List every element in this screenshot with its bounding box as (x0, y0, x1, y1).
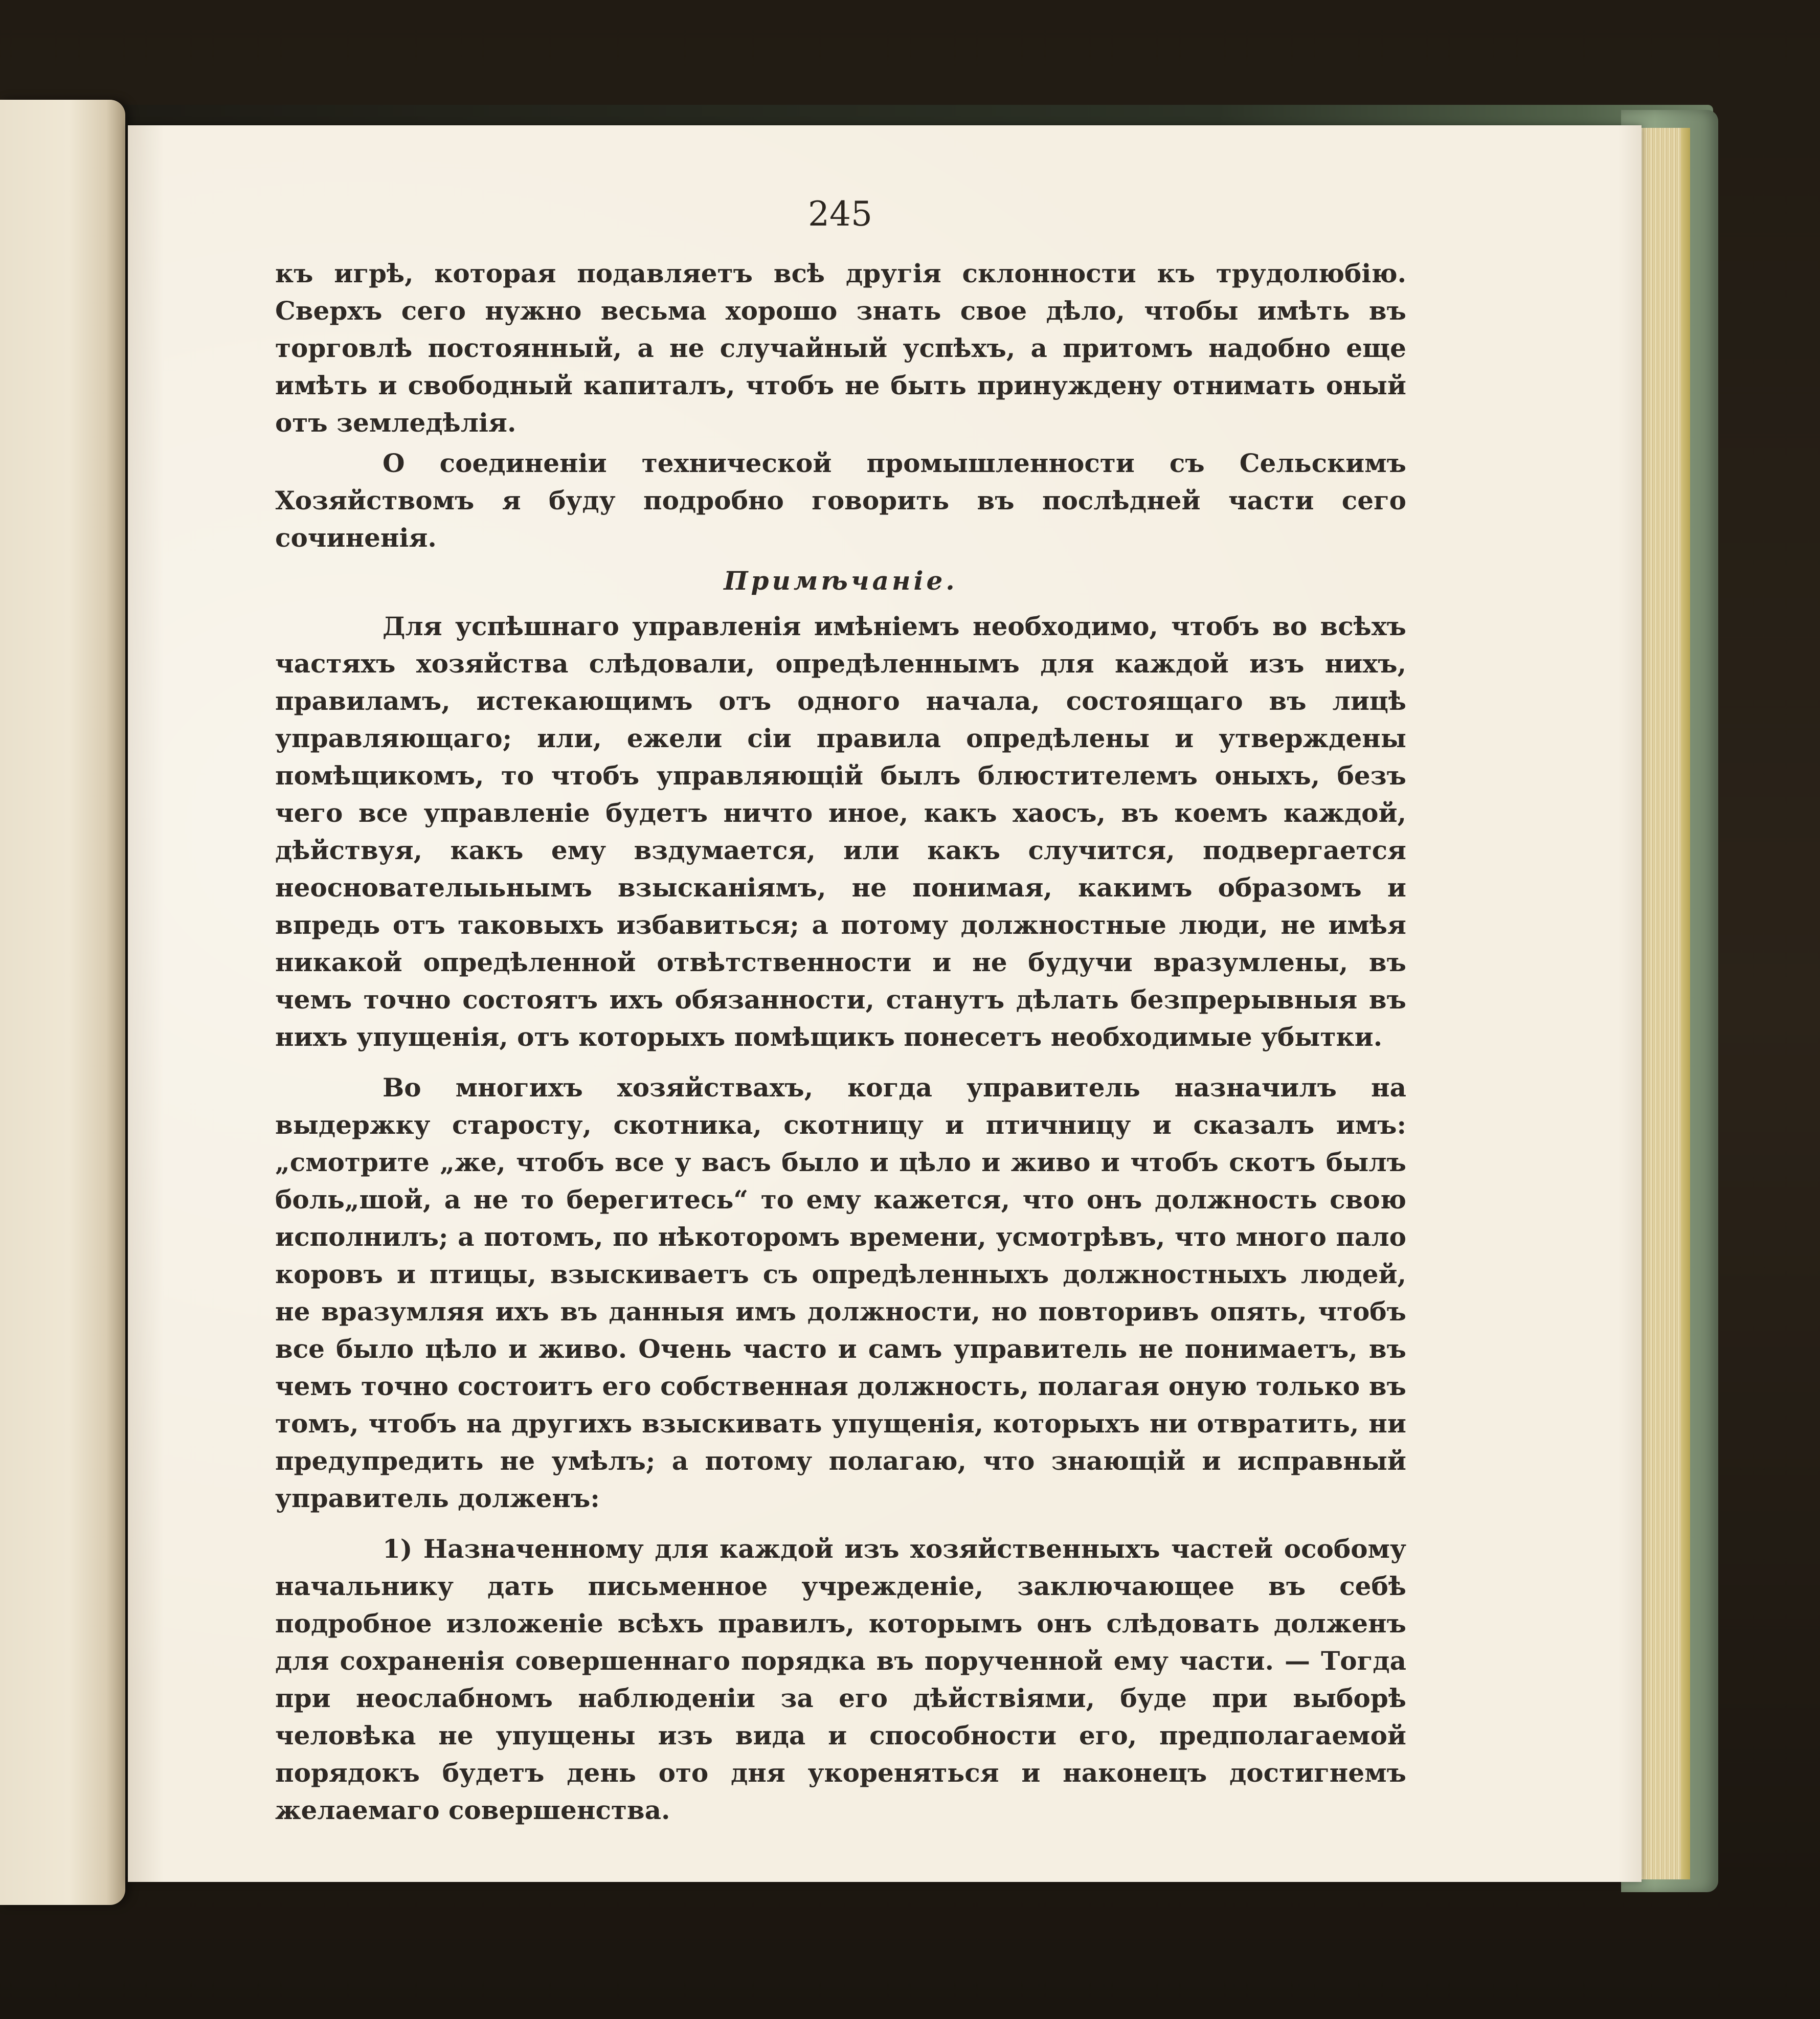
page-number: 245 (808, 194, 872, 234)
paragraph-continuation: къ игрѣ, которая подавляетъ всѣ другія склонности къ трудолюбію. Сверхъ сего нужно весьма хорошо знать свое дѣло, чтобы имѣть въ торговлѣ постоянный, а не случайный успѣхъ, а притомъ надобно еще имѣть и свободный капиталъ, чтобъ не быть принуждену отнимать оный отъ земледѣлія. (275, 258, 1406, 438)
paragraph-management: Для успѣшнаго управленія имѣніемъ необходимо, чтобъ во всѣхъ частяхъ хозяйства слѣдовали, опредѣленнымъ для каждой изъ нихъ, правиламъ, истекающимъ отъ одного начала, состоящаго въ лицѣ управляющаго; или, ежели сіи правила опредѣлены и утверждены помѣщикомъ, то чтобъ управляющій былъ блюстителемъ оныхъ, безъ чего все управленіе будетъ ничто иное, какъ хаосъ, въ коемъ каждой, дѣйствуя, какъ ему вздумается, или какъ случится, подвергается неоснователыьнымъ взысканіямъ, не понимая, какимъ образомъ и впредь отъ таковыхъ избавиться; а потому должностные люди, не имѣя никакой опредѣленной отвѣтственности и не будучи вразумлены, въ чемъ точно состоятъ ихъ обязанности, станутъ дѣлать безпрерывныя въ нихъ упущенія, отъ которыхъ помѣщикъ понесетъ необходимые убытки. (275, 611, 1406, 1052)
paragraph-households: Во многихъ хозяйствахъ, когда управитель назначилъ на выдержку старосту, скотника, скотницу и птичницу и сказалъ имъ: „смотрите „же, чтобъ все у васъ было и цѣло и живо и чтобъ скотъ былъ боль„шой, а не то берегитесь“ то ему кажется, что онъ должность свою исполнилъ; а потомъ, по нѣкоторомъ времени, усмотрѣвъ, что много пало коровъ и птицы, взыскиваетъ съ опредѣленныхъ должностныхъ людей, не вразумляя ихъ въ данныя имъ должности, но повторивъ опять, чтобъ все было цѣло и живо. Очень часто и самъ управитель не понимаетъ, въ чемъ точно состоитъ его собственная должность, полагая оную только въ томъ, чтобъ на другихъ взыскивать упущенія, которыхъ ни отвратить, ни предупредить не умѣлъ; а потому полагаю, что знающій и исправный управитель долженъ: (275, 1072, 1406, 1513)
page-edges (1639, 128, 1690, 1879)
paragraph-rule-1: 1) Назначенному для каждой изъ хозяйственныхъ частей особому начальнику дать письменное учрежденіе, заключающее въ себѣ подробное изложеніе всѣхъ правилъ, которымъ онъ слѣдовать долженъ для сохраненія совершеннаго порядка въ порученной ему части. — Тогда при неослабномъ наблюденіи за его дѣйствіями, буде при выборѣ человѣка не упущены изъ вида и способности его, предполагаемой порядокъ будетъ день ото дня укореняться и наконецъ достигнемъ желаемаго совершенства. (275, 1534, 1406, 1825)
left-page-curl (0, 100, 125, 1905)
page-text-block (275, 255, 1406, 1829)
paragraph-industry: О соединеніи технической промышленности съ Сельскимъ Хозяйствомъ я буду подробно говорить въ послѣдней части сего сочиненія. (275, 448, 1406, 553)
section-heading-note: Примѣчаніе. (724, 566, 958, 596)
